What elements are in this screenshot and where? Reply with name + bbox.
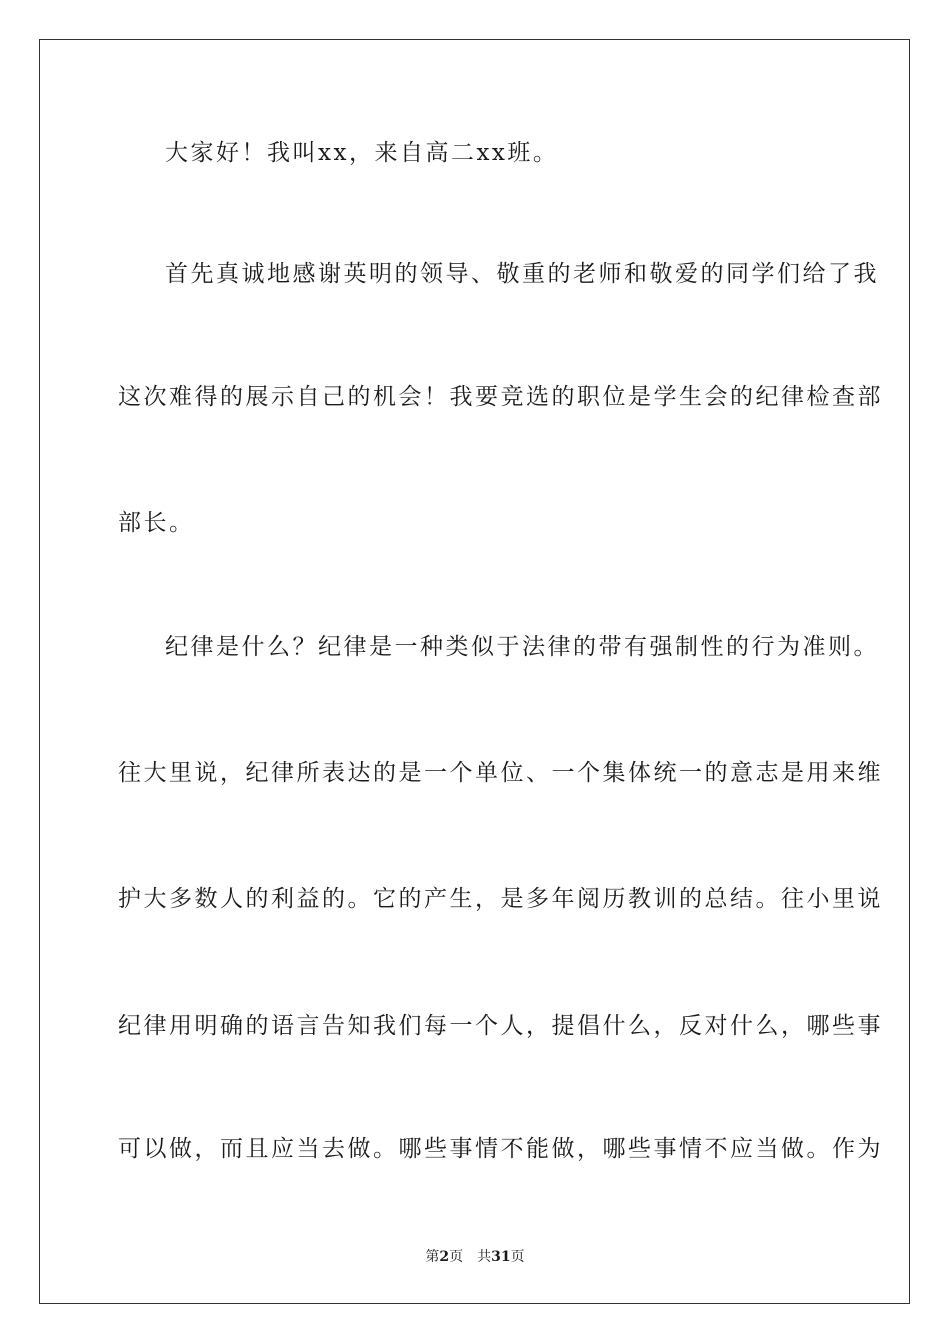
paragraph-line: 大家好！我叫xx，来自高二xx班。 [165,140,559,166]
paragraph-line: 部长。 [118,510,195,536]
total-pages: 31 [491,1249,511,1265]
total-prefix: 共 [477,1249,492,1265]
paragraph-line: 纪律用明确的语言告知我们每一个人，提倡什么，反对什么，哪些事 [118,1013,883,1039]
page-suffix: 页 [449,1249,464,1265]
paragraph-line: 护大多数人的利益的。它的产生，是多年阅历教训的总结。往小里说 [118,886,883,912]
paragraph-line: 纪律是什么？纪律是一种类似于法律的带有强制性的行为准则。 [165,634,879,660]
page-number: 2 [439,1249,450,1265]
page-footer [0,1248,950,1266]
total-suffix: 页 [510,1249,525,1265]
page-border [39,39,910,1304]
paragraph-line: 可以做，而且应当去做。哪些事情不能做，哪些事情不应当做。作为 [118,1136,883,1162]
paragraph-line: 首先真诚地感谢英明的领导、敬重的老师和敬爱的同学们给了我 [165,261,879,287]
page-prefix: 第 [425,1249,440,1265]
paragraph-line: 往大里说，纪律所表达的是一个单位、一个集体统一的意志是用来维 [118,760,883,786]
paragraph-line: 这次难得的展示自己的机会！我要竞选的职位是学生会的纪律检查部 [118,384,883,410]
